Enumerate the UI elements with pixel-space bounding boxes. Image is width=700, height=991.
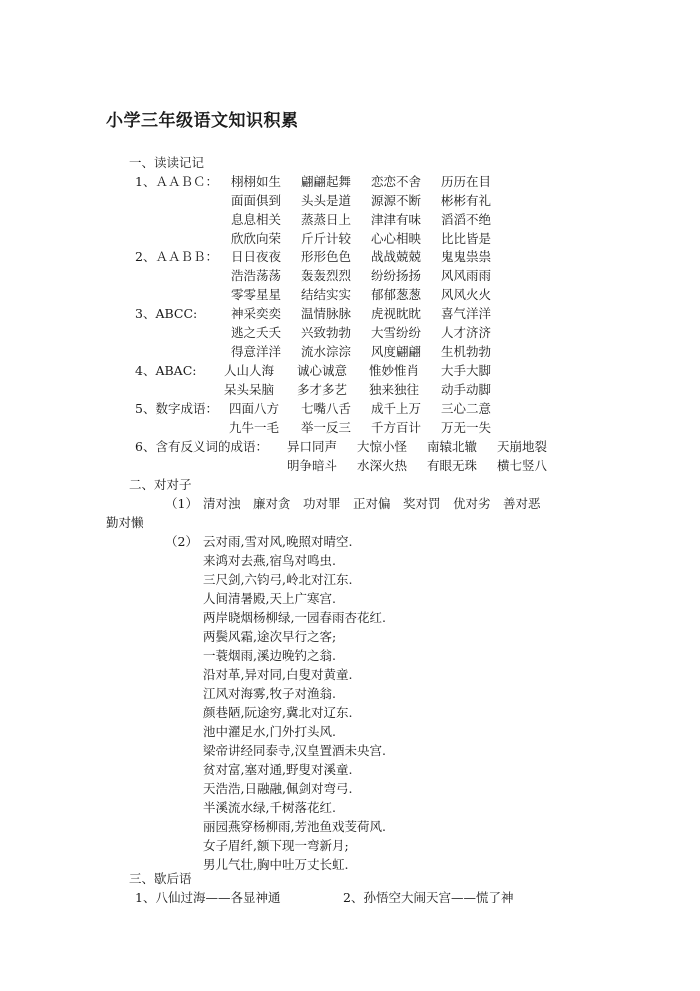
idiom-g4-r1-c4: 大手大脚 — [441, 363, 492, 378]
idiom-g4-r1-c1: 人山人海 — [224, 363, 275, 378]
idiom-g1-r2-c2: 头头是道 — [301, 193, 352, 208]
idiom-g4-r2-c4: 动手动脚 — [441, 382, 492, 397]
idiom-g2-r3-c4: 风风火火 — [441, 287, 492, 302]
couplet-line: 贫对富,塞对通,野叟对溪童. — [203, 762, 353, 777]
idiom-g5-r1-c1: 四面八方 — [229, 401, 280, 416]
couplet-line: 人间清暑殿,天上广寒宫. — [203, 591, 336, 606]
couplet-line: 两岸晓烟杨柳绿,一园春雨杏花红. — [203, 610, 386, 625]
idiom-g4-r2-c1: 呆头呆脑 — [224, 382, 275, 397]
idiom-g6-r2-c4: 横七竖八 — [497, 458, 548, 473]
couplet-line: 沿对革,异对同,白叟对黄童. — [203, 667, 353, 682]
idiom-g4-r2-c2: 多才多艺 — [297, 382, 348, 397]
group-label-3: 3、ABCC: — [135, 306, 198, 321]
idiom-g2-r1-c2: 形形色色 — [301, 249, 352, 264]
idiom-g1-r1-c4: 历历在目 — [441, 174, 492, 189]
section-heading-2: 二、对对子 — [129, 477, 192, 492]
idiom-g6-r1-c3: 南辕北辙 — [427, 439, 478, 454]
couplet-line: 颜巷陋,阮途穷,冀北对辽东. — [203, 705, 353, 720]
idiom-g2-r2-c1: 浩浩荡荡 — [231, 268, 282, 283]
group-label-6: 6、含有反义词的成语： — [135, 439, 268, 454]
group-label-1: 1、ＡＡＢＣ： — [135, 174, 218, 189]
idiom-g1-r3-c3: 津津有味 — [371, 212, 422, 227]
idiom-g3-r2-c2: 兴致勃勃 — [301, 325, 352, 340]
couplet-line: 云对雨,雪对风,晚照对晴空. — [203, 534, 353, 549]
idiom-g6-r1-c1: 异口同声 — [287, 439, 338, 454]
idiom-g5-r2-c4: 万无一失 — [441, 420, 492, 435]
idiom-g1-r4-c3: 心心相映 — [371, 231, 422, 246]
idiom-g2-r2-c2: 轰轰烈烈 — [301, 268, 352, 283]
xiehouyu-item-1: 1、八仙过海——各显神通 — [135, 890, 281, 905]
idiom-g3-r2-c3: 大雪纷纷 — [371, 325, 422, 340]
couplet-label: （2） — [165, 534, 198, 549]
idiom-g4-r2-c3: 独来独往 — [369, 382, 420, 397]
idiom-g2-r3-c1: 零零星星 — [231, 287, 282, 302]
idiom-g3-r1-c2: 温情脉脉 — [301, 306, 352, 321]
idiom-g6-r1-c4: 天崩地裂 — [497, 439, 548, 454]
idiom-g5-r2-c2: 举一反三 — [301, 420, 352, 435]
idiom-g3-r1-c3: 虎视眈眈 — [371, 306, 422, 321]
idiom-g3-r3-c3: 风度翩翩 — [371, 344, 422, 359]
idiom-g5-r2-c1: 九牛一毛 — [229, 420, 280, 435]
idiom-g1-r1-c2: 翩翩起舞 — [301, 174, 352, 189]
idiom-g1-r2-c1: 面面俱到 — [231, 193, 282, 208]
idiom-g5-r1-c3: 成千上万 — [371, 401, 422, 416]
couplet-line: 半溪流水绿,千树落花红. — [203, 800, 336, 815]
idiom-g6-r1-c2: 大惊小怪 — [357, 439, 408, 454]
couplet-line: 两鬓风霜,途次早行之客; — [203, 629, 337, 644]
idiom-g1-r4-c1: 欣欣向荣 — [231, 231, 282, 246]
couplet-line: 梁帝讲经同泰寺,汉皇置酒未央宫. — [203, 743, 386, 758]
idiom-g1-r3-c4: 滔滔不绝 — [441, 212, 492, 227]
couplet-line: 三尺剑,六钧弓,岭北对江东. — [203, 572, 353, 587]
idiom-g2-r1-c3: 战战兢兢 — [371, 249, 422, 264]
idiom-g4-r1-c3: 惟妙惟肖 — [369, 363, 420, 378]
section-heading-3: 三、歇后语 — [129, 871, 192, 886]
idiom-g2-r3-c2: 结结实实 — [301, 287, 352, 302]
pair-list-label: （1） — [165, 496, 198, 511]
idiom-g3-r2-c4: 人才济济 — [441, 325, 492, 340]
couplet-line: 来鸿对去燕,宿鸟对鸣虫. — [203, 553, 336, 568]
group-label-5: 5、数字成语： — [135, 401, 218, 416]
section-heading-1: 一、读读记记 — [129, 155, 205, 170]
idiom-g5-r1-c2: 七嘴八舌 — [301, 401, 352, 416]
idiom-g4-r1-c2: 诚心诚意 — [297, 363, 348, 378]
idiom-g3-r1-c1: 神采奕奕 — [231, 306, 282, 321]
page-title: 小学三年级语文知识积累 — [106, 111, 299, 131]
idiom-g3-r2-c1: 逃之夭夭 — [231, 325, 282, 340]
couplet-line: 江风对海雾,牧子对渔翁. — [203, 686, 336, 701]
couplet-line: 天浩浩,日融融,佩剑对弯弓. — [203, 781, 353, 796]
idiom-g1-r1-c1: 栩栩如生 — [231, 174, 282, 189]
idiom-g2-r2-c4: 风风雨雨 — [441, 268, 492, 283]
idiom-g5-r2-c3: 千方百计 — [371, 420, 422, 435]
idiom-g3-r3-c1: 得意洋洋 — [231, 344, 282, 359]
pair-list: 清对浊 廉对贪 功对罪 正对偏 奖对罚 优对劣 善对恶 — [203, 496, 541, 511]
idiom-g2-r2-c3: 纷纷扬扬 — [371, 268, 422, 283]
couplet-line: 池中濯足水,门外打头风. — [203, 724, 336, 739]
xiehouyu-item-2: 2、孙悟空大闹天宫——慌了神 — [343, 890, 514, 905]
idiom-g1-r4-c2: 斤斤计较 — [301, 231, 352, 246]
idiom-g2-r1-c1: 日日夜夜 — [231, 249, 282, 264]
group-label-4: 4、ABAC: — [135, 363, 197, 378]
idiom-g5-r1-c4: 三心二意 — [441, 401, 492, 416]
idiom-g1-r3-c2: 蒸蒸日上 — [301, 212, 352, 227]
couplet-line: 女子眉纤,额下现一弯新月; — [203, 838, 349, 853]
idiom-g1-r1-c3: 恋恋不舍 — [371, 174, 422, 189]
idiom-g1-r2-c4: 彬彬有礼 — [441, 193, 492, 208]
couplet-line: 一蓑烟雨,溪边晚钓之翁. — [203, 648, 336, 663]
idiom-g1-r4-c4: 比比皆是 — [441, 231, 492, 246]
idiom-g2-r1-c4: 鬼鬼祟祟 — [441, 249, 492, 264]
group-label-2: 2、ＡＡＢＢ： — [135, 249, 218, 264]
couplet-line: 丽园燕穿杨柳雨,芳池鱼戏芰荷风. — [203, 819, 386, 834]
idiom-g2-r3-c3: 郁郁葱葱 — [371, 287, 422, 302]
idiom-g3-r3-c2: 流水淙淙 — [301, 344, 352, 359]
couplet-line: 男儿气壮,胸中吐万丈长虹. — [203, 857, 349, 872]
idiom-g3-r1-c4: 喜气洋洋 — [441, 306, 492, 321]
idiom-g6-r2-c2: 水深火热 — [357, 458, 408, 473]
idiom-g6-r2-c3: 有眼无珠 — [427, 458, 478, 473]
idiom-g3-r3-c4: 生机勃勃 — [441, 344, 492, 359]
idiom-g1-r3-c1: 息息相关 — [231, 212, 282, 227]
idiom-g1-r2-c3: 源源不断 — [371, 193, 422, 208]
pair-list-continued: 勤对懒 — [106, 515, 144, 530]
idiom-g6-r2-c1: 明争暗斗 — [287, 458, 338, 473]
